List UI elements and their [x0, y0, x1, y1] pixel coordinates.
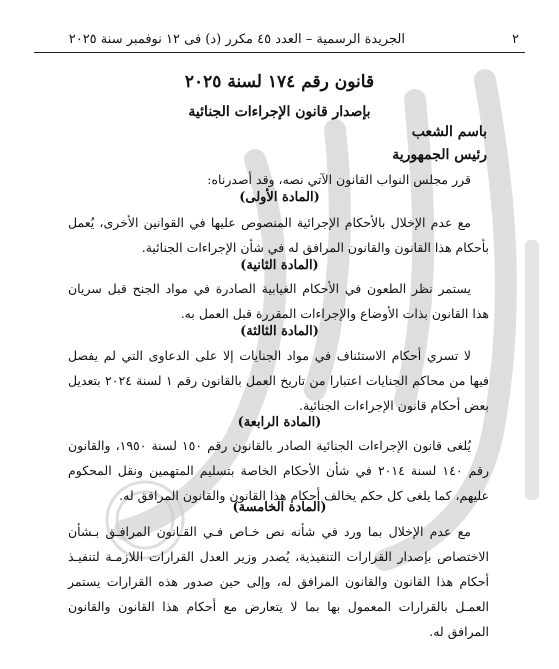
preamble: قرر مجلس النواب القانون الآتي نصه، وقد أصدرناه:: [207, 172, 471, 187]
law-subtitle: بإصدار قانون الإجراءات الجنائية: [188, 104, 371, 120]
article-1-text: مع عدم الإخلال بالأحكام الإجرائية المنصوص عليها في القوانين الأخرى، يُعمل بأحكام هذا القانون والقانون المرافق له في شأن الإجراءات الجنائية.: [68, 215, 489, 255]
in-name-of-people: باسم الشعب: [411, 124, 487, 140]
law-title: قانون رقم ١٧٤ لسنة ٢٠٢٥: [184, 72, 375, 92]
article-5-text: مع عدم الإخلال بما ورد في شأنه نص خـاص فـي القـانون المرافـق بـشأن الاختصاص بإصدار القرارات التنفيذية، يُصدر وزير العدل القرارات اللازمـة لتنفيـذ أحكام هذا القانون والقانون المرافق له، وإلى حين صدور هذه القرارات يستمر العمـل بالقرارات المعمول بها بما لا يتعارض مع أحكام هذا القانون والقانون المرافق له.: [68, 524, 489, 639]
page-number: ٢: [512, 32, 519, 47]
article-5-title: (المادة الخامسة): [232, 500, 327, 515]
journal-reference: الجريدة الرسمية – العدد ٤٥ مكرر (د) فى ١٢ نوفمبر سنة ٢٠٢٥: [68, 32, 405, 47]
page-header: [34, 30, 525, 53]
article-4-text: يُلغى قانون الإجراءات الجنائية الصادر بالقانون رقم ١٥٠ لسنة ١٩٥٠، والقانون رقم ١٤٠ لسنة ٢٠١٤ في شأن الأحكام الخاصة بتسليم المتهمين ونقل المحكوم عليهم، كما يلغى كل حكم يخالف أحكام هذا القانون والقانون المرافق له.: [68, 438, 489, 503]
article-3-text: لا تسري أحكام الاستئناف في مواد الجنايات إلا على الدعاوى التي لم يفصل فيها من محاكم الجنايات اعتبارا من تاريخ العمل بالقانون رقم ١ لسنة ٢٠٢٤ بتعديل بعض أحكام قانون الإجراءات الجنائية.: [68, 348, 489, 413]
article-2-text: يستمر نظر الطعون في الأحكام الغيابية الصادرة في مواد الجنح قبل سريان هذا القانون بذات الأوضاع والإجراءات المقررة قبل العمل به.: [68, 281, 489, 321]
article-3-title: (المادة الثالثة): [240, 324, 319, 339]
article-1-title: (المادة الأولى): [239, 190, 320, 205]
article-2-title: (المادة الثانية): [240, 258, 319, 273]
article-4-title: (المادة الرابعة): [237, 415, 322, 430]
president-heading: رئيس الجمهورية: [392, 147, 487, 163]
